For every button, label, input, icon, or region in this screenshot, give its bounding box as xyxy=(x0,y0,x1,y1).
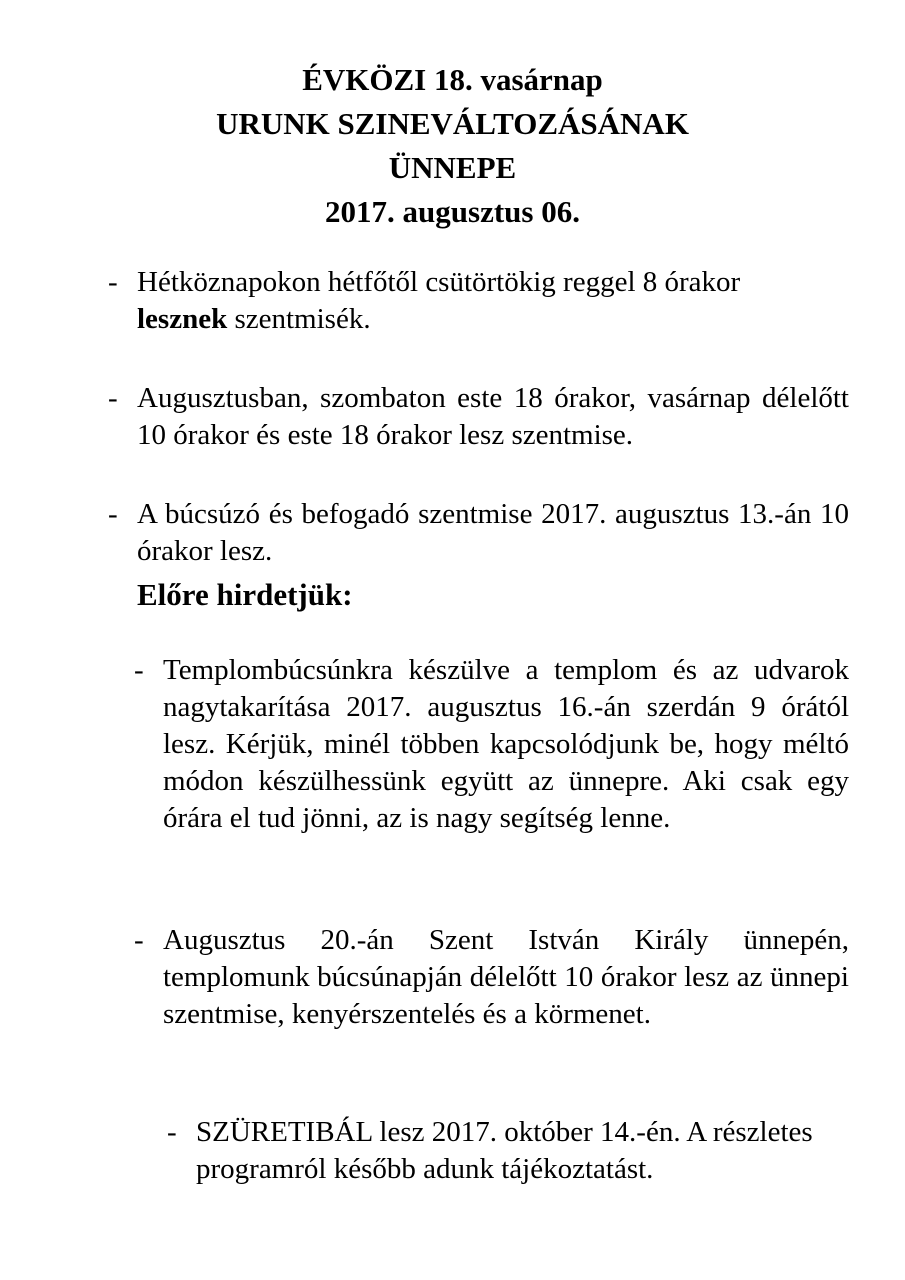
list-dash: - xyxy=(167,1116,177,1148)
announcement-item xyxy=(108,380,849,454)
advance-item xyxy=(167,1114,836,1188)
document-title xyxy=(0,58,905,234)
announcement-text-part: szentmisék. xyxy=(227,303,371,335)
advance-item-text: SZÜRETIBÁL lesz 2017. október 14.-én. A részletes programról később adunk tájékoztatást. xyxy=(196,1116,813,1185)
announcement-text xyxy=(137,264,837,338)
title-line-3: ÜNNEPE xyxy=(388,150,517,185)
announcement-item xyxy=(108,264,837,338)
advance-item xyxy=(134,922,849,1033)
list-dash: - xyxy=(134,654,144,686)
list-dash: - xyxy=(108,382,118,414)
announcement-text-part: Hétköznapokon hétfőtől csütörtökig reggel 8 órakor xyxy=(137,266,741,298)
list-dash: - xyxy=(134,924,144,956)
list-dash: - xyxy=(108,266,118,298)
list-dash: - xyxy=(108,498,118,530)
title-date: 2017. augusztus 06. xyxy=(325,194,580,229)
advance-item-text: Augusztus 20.-án Szent István Király ünnepén, templomunk búcsúnapján délelőtt 10 órakor lesz az ünnepi szentmise, kenyérszentelés és a körmenet. xyxy=(163,924,849,1030)
advance-item-text: Templombúcsúnkra készülve a templom és az udvarok nagytakarítása 2017. augusztus 16.-án szerdán 9 órától lesz. Kérjük, minél többen kapcsolódjunk be, hogy méltó módon készülhessünk együtt az ünnepre. Aki csak egy órára el tud jönni, az is nagy segítség lenne. xyxy=(163,654,849,834)
announcement-text: Augusztusban, szombaton este 18 órakor, vasárnap délelőtt 10 órakor és este 18 órakor lesz szentmise. xyxy=(137,382,849,451)
announcement-bold-text: lesznek xyxy=(137,303,228,335)
advance-heading: Előre hirdetjük: xyxy=(137,577,353,612)
title-line-1: ÉVKÖZI 18. vasárnap xyxy=(302,62,603,97)
announcement-item xyxy=(108,496,849,570)
title-line-2: URUNK SZINEVÁLTOZÁSÁNAK xyxy=(216,106,689,141)
advance-item xyxy=(134,652,849,837)
announcement-text: A búcsúzó és befogadó szentmise 2017. augusztus 13.-án 10 órakor lesz. xyxy=(137,498,849,567)
